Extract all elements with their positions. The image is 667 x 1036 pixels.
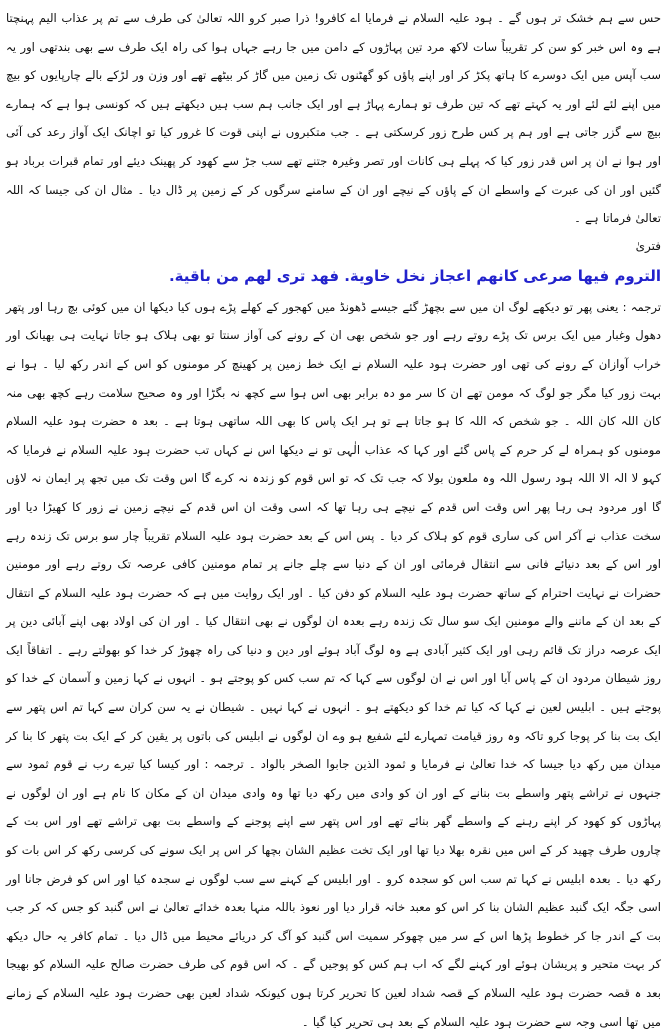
section-label: فتریٰ (635, 238, 661, 253)
main-paragraph: ترجمہ : یعنی پھر تو دیکھے لوگ ان میں سے بچھڑ گئے جیسے ڈھونڈ میں کھجور کے کھلے پڑے ہوں کیا دیکھا ان میں کوئی بچ رہا اور پتھر دھول وغبار میں ایک برس تک پڑے روتے رہے اور جو شخص بھی ان کے رونے کی آواز سنتا تو بھی ہلاک ہو جاتا نہایت ہی بھیانک اور خراب آوازان کے رونے کی تھی اور حضرت ہود علیہ السلام نے ایک خط زمین پر کھینچ کر مومنوں کو اس کے اندر رکھ لیا ۔ ہوا نے بہت زور کیا مگر جو لوگ کہ مومن تھے ان کا سر مو دہ برابر بھی اس ہوا سے کچھ نہ بگڑا اور وہ صحیح سلامت رہے کچھ بھی منہ کان اللہ کان اللہ ۔ جو شخص کہ اللہ کا ہو جاتا ہے تو ہر ایک پاس کا بھی اللہ ساتھی ہوتا ہے ۔ بعد ہ حضرت ہود علیہ السلام مومنوں کو ہمراہ لے کر حرم کے پاس گئے اور کہا کہ عذاب الٰہی تو نے دیکھا اس نے کہاں تب حضرت ہود علیہ السلام نے فرمایا کہ کہو لا الہ الا اللہ ہود رسول اللہ وہ ملعون بولا کہ جب تک کہ تو اس قوم کو زندہ نہ کرے گا اس وقت تک میں تجھ پر ایمان نہ لاؤں گا اور مردود ہی رہا پھر اس وقت اس قدم کے نیچے ہی رہا تھا کہ اسی وقت ان اس قدم کے نیچے زمین نے زور کا کھیڑا دیا اور سخت عذاب نے آکر اس کی ساری قوم کو ہلاک کر دیا ۔ پس اس کے بعد حضرت ہود علیہ السلام تقریباً چار سو برس تک زندہ رہے اور اس کے بعد دنیائے فانی سے انتقال فرمائی اور ان کے دنیا سے چلے جانے پر تمام مومنین کافی عرصہ تک روتے رہے اور مومنین حضرات نے نہایت احترام کے ساتھ حضرت ہود علیہ السلام کو دفن کیا ۔ اور ایک روایت میں ہے کہ حضرت ہود علیہ السلام کے انتقال کے بعد ان کے ماننے والے مومنین ایک سو سال تک زندہ رہے بعدہ ان لوگوں نے بھی انتقال کیا ۔ اور ان کی اولاد بھی اپنے آبائی دین پر ایک عرصہ دراز تک قائم رہی اور ایک کثیر آبادی ہے وہ لوگ آباد ہوئے اور دین و دنیا کی راہ چھوڑ کر خدا کو بھولتے رہے ۔ اتفاقاً ایک روز شیطان مردود ان کے پاس آیا اور اس نے ان لوگوں سے کہا کہ تم سب کس کو پوجتے ہو ۔ انہوں نے کہا زمین و آسمان کے خدا کو پوجتے ہیں ۔ ابلیس لعین نے کہا کہ کیا تم خدا کو دیکھتے ہو ۔ انہوں نے کہا نہیں ۔ شیطان نے یہ سن کران سے کہا تم اس پتھر سے ایک بت بنا کر پوجا کرو تاکہ وہ روز قیامت تمہارے لئے شفیع ہو وے ان لوگوں نے ابلیس کی باتوں پر یقین کر کے ایک بت پتھر کا بنا کر میدان میں رکھ دیا جیسا کہ خدا تعالیٰ نے فرمایا و ثمود الذین جابوا الصخر بالواد ۔ ترجمہ : اور کیسا کیا تیرے رب نے قوم ثمود سے جنہوں نے تراشے پتھر واسطے بت بنانے کے اور ان کو وادی میں رکھ دیا تھا وہ وادی میدان ان کے مکان کا نام ہے اور ان لوگوں نے پہاڑوں کو کھود کر اپنے رہنے کے واسطے گھر بنائے تھے اور اس پتھر سے اپنے پوجنے کے واسطے بت بھی تراشے تھے اور اس بت کے چاروں طرف چھید کر کے اس میں نقرہ بھلا دیا تھا اور ایک تخت عظیم الشان بچھا کر اس پر ایک سونے کی کرسی رکھ کر اس بات کو رکھ دیا ۔ بعدہ ابلیس نے کہا تم سب اس کو سجدہ کرو ۔ اور ابلیس کے کہنے سے سب لوگوں نے سجدہ کیا اور اس کو فرض جانا اور اسی جگہ ایک گنبد عظیم الشان بنا کر اس کو معبد خانہ قرار دیا اور نعوذ باللہ منہا بعدہ خدائے تعالیٰ نے اس گنبد کو جس کہ کر جب بت کے اندر جا کر خطوط پڑھا اس کے سر میں چھوکر سمیت اس گنبد کو آگ کر دریائے محیط میں ڈال دیا ۔ تمام کافر یہ حال دیکھ کر بہت متحیر و پریشان ہوئے اور کہنے لگے کہ اب ہم کس کو پوجیں گے ۔ کہ اس قوم کی طرف حضرت صالح علیہ السلام کو بھیجا بعد ہ قصہ حضرت ہود علیہ السلام کے قصہ شداد لعین کا تحریر کرتا ہوں کیونکہ شداد لعین بھی حضرت ہود علیہ السلام کے زمانے میں تھا اسی وجہ سے حضرت ہود علیہ السلام کے بعد ہی تحریر کیا گیا ۔ (6, 299, 661, 1029)
quran-verse: التروم فيها صرعى كانهم اعجاز نخل خاوية. فهد ترى لهم من باقية. (168, 266, 661, 285)
opening-paragraph: حس سے ہم خشک تر ہوں گے ۔ ہود علیہ السلام نے فرمایا اے کافرو! ذرا صبر کرو اللہ تعالیٰ کی طرف سے تم پر عذاب الیم پہنچتا ہے وہ اس خبر کو سن کر تقریباً سات لاکھ مرد تین پہاڑوں کے دامن میں جا رہے جہاں ہوا کی راہ ایک طرف سے بھی بندتھی اور یہ سب آپس میں ایک دوسرے کا ہاتھ پکڑ کر اور اپنے پاؤں کو گھٹنوں تک زمین میں گاڑ کر بیٹھے تھے اور وزن ور لڑکے بالے چارپایوں کو بیچ میں اپنے لئے لئے اور یہ کہتے تھے کہ تین طرف تو ہمارے پہاڑ ہے اور ایک جانب ہم سب ہیں دیکھتے ہیں کہ کونسی ہوا ہے کہ ہمارے بیچ سے گزر جاتی ہے اور ہم پر کس طرح زور کرسکتی ہے ۔ جب متکبروں نے اپنی قوت کا غرور کیا تو اچانک ایک آواز رعد کی آئی اور ہوا نے ان پر اس قدر زور کیا کہ پہلے ہی کانات اور تصر وغیرہ جتنے تھے سب جڑ سے کھود کر پھینک دیئے اور تمام قبرات برباد ہو گئیں اور ان کی عبرت کے واسطے ان کے پاؤں کے نیچے اور ان کے سامنے سرگوں کر کے زمین پر ڈال دیا ۔ مثال ان کی جیسا کہ اللہ تعالیٰ فرماتا ہے ۔ (6, 11, 661, 226)
